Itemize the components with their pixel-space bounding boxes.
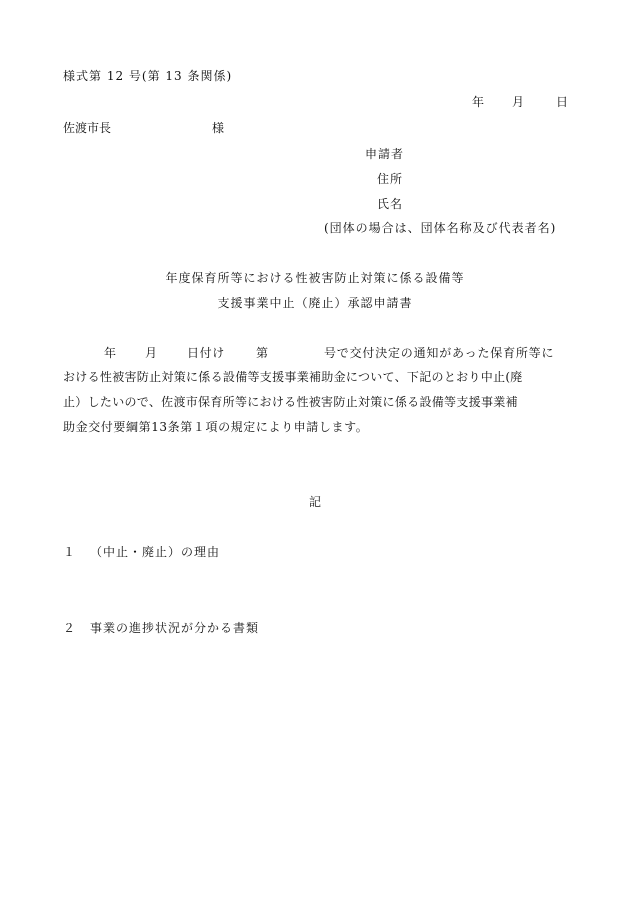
applicant-group-note: (団体の場合は、団体名称及び代表者名) [324,221,557,235]
date-day-label: 日 [556,95,569,109]
document-title-line2: 支援事業中止（廃止）承認申請書 [217,296,413,310]
addressee-name: 佐渡市長 [63,121,112,135]
body-dated-label: 日付け [187,346,225,360]
applicant-address-label: 住所 [377,172,404,186]
date-year-label: 年 [472,95,485,109]
body-line-2: おける性被害防止対策に係る設備等支援事業補助金について、下記のとおり中止(廃 [63,370,523,384]
body-line-4: 助金交付要綱第13条第１項の規定により申請します。 [63,420,369,434]
ki-heading: 記 [308,495,321,509]
addressee-honorific: 様 [212,121,225,135]
body-year-label: 年 [104,346,117,360]
item-1-text: （中止・廃止）の理由 [90,545,221,559]
item-1-number: １ [63,545,76,559]
body-number-prefix: 第 [256,346,269,360]
body-line-3: 止）したいので、佐渡市保育所等における性被害防止対策に係る設備等支援事業補 [63,395,518,409]
body-line-1-text: 号で交付決定の通知があった保育所等に [324,346,555,360]
applicant-label: 申請者 [365,147,405,161]
document-title-line1: 年度保育所等における性被害防止対策に係る設備等 [165,271,465,285]
date-month-label: 月 [512,95,525,109]
body-month-label: 月 [145,346,158,360]
item-2-number: ２ [63,621,76,635]
item-2-text: 事業の進捗状況が分かる書類 [90,621,260,635]
form-number: 様式第 12 号(第 13 条関係) [63,69,233,83]
applicant-name-label: 氏名 [377,197,404,211]
